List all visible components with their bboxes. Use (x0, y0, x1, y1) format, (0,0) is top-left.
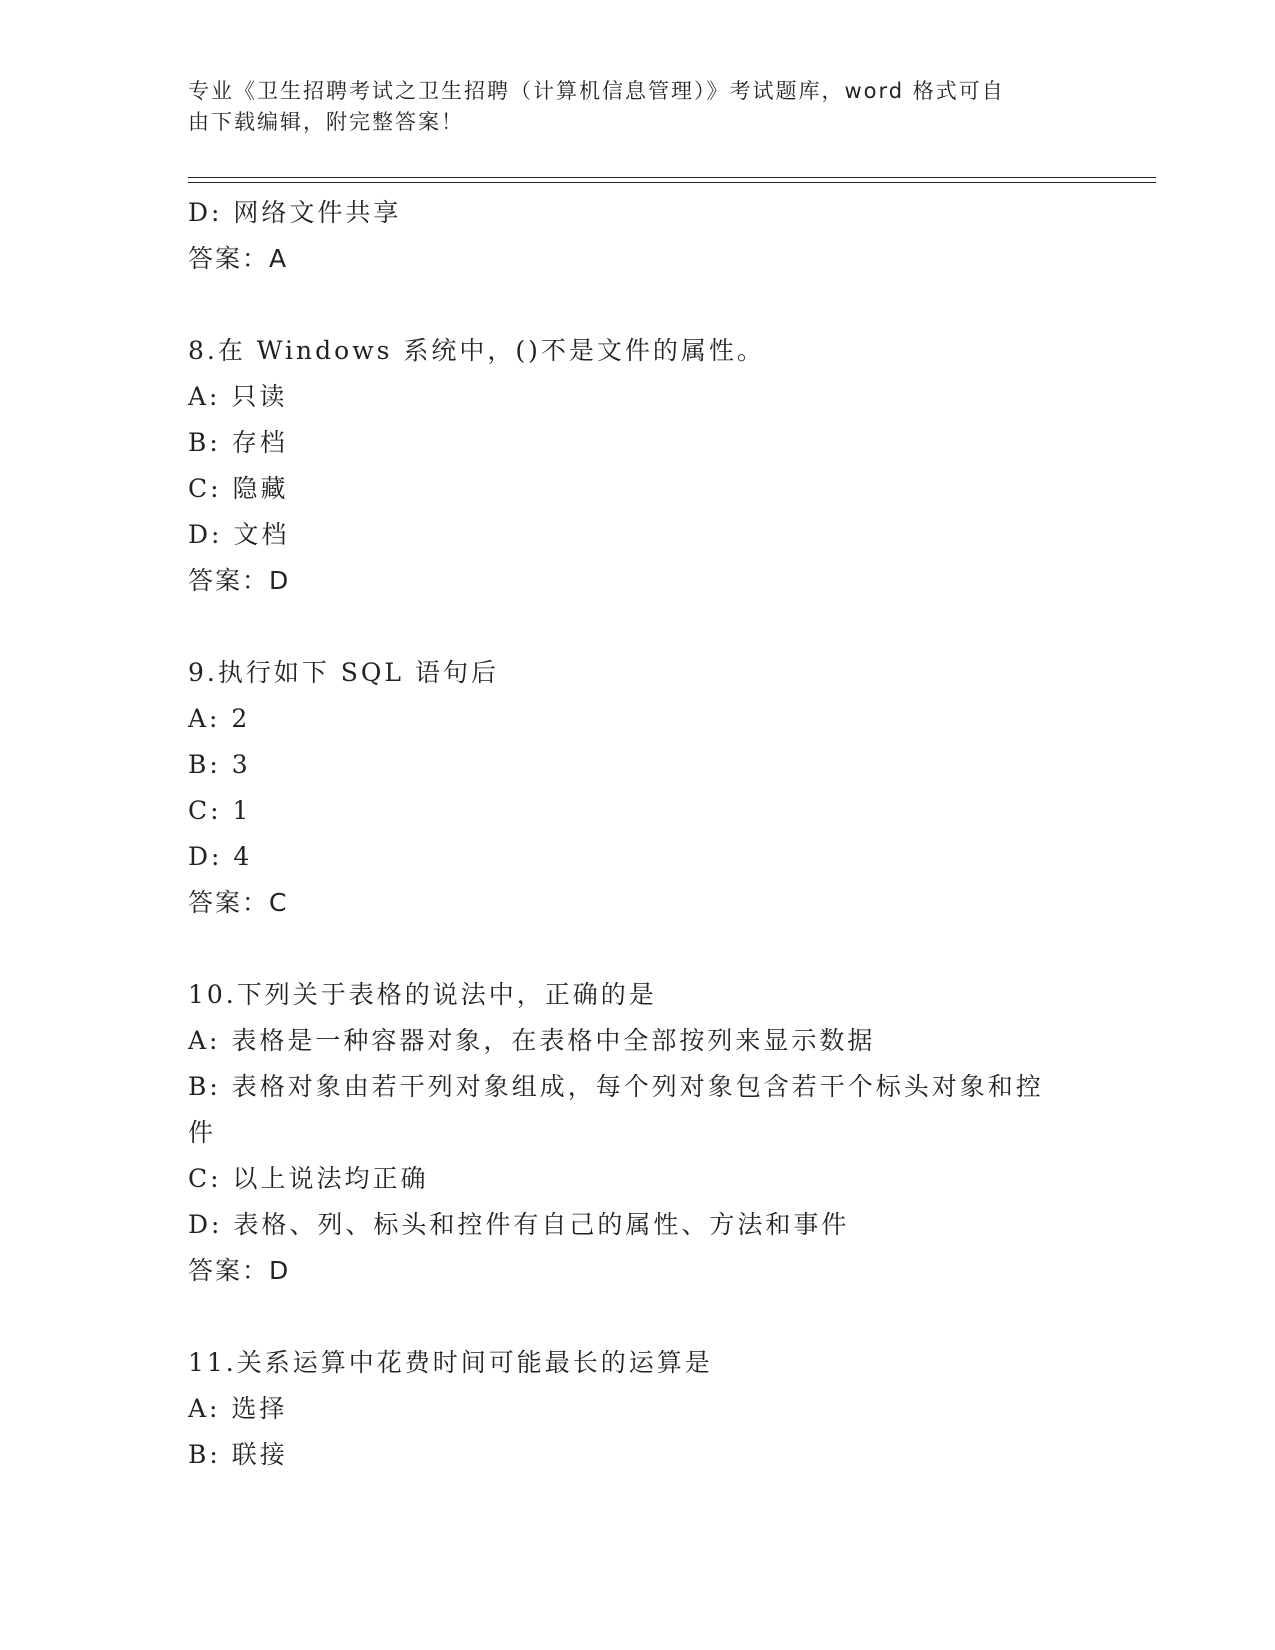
answer-line: 答案：C (188, 888, 289, 917)
spacer (188, 282, 1088, 328)
question-text: 11.关系运算中花费时间可能最长的运算是 (188, 1348, 713, 1377)
option-b: B: 3 (188, 750, 251, 779)
option-b: B: 联接 (188, 1440, 288, 1469)
question-text: 9.执行如下 SQL 语句后 (188, 658, 499, 687)
question-block-7 (188, 190, 1088, 282)
option-c: C: 1 (188, 796, 252, 825)
answer-line: 答案：A (188, 244, 289, 273)
question-block-10 (188, 972, 1088, 1294)
option-c: C: 隐藏 (188, 474, 289, 503)
spacer (188, 926, 1088, 972)
option-a: A: 只读 (188, 382, 288, 411)
header-divider-top (188, 177, 1156, 178)
option-b: B: 存档 (188, 428, 288, 457)
document-header (188, 76, 1088, 138)
header-line-1: 专业《卫生招聘考试之卫生招聘（计算机信息管理）》考试题库，word 格式可自 (188, 79, 1005, 103)
header-line-2: 由下载编辑，附完整答案！ (188, 110, 464, 134)
option-d: D: 4 (188, 842, 253, 871)
header-divider-bottom (188, 182, 1156, 183)
question-block-8 (188, 328, 1088, 604)
question-block-9 (188, 650, 1088, 926)
option-c: C: 以上说法均正确 (188, 1164, 429, 1193)
answer-line: 答案：D (188, 566, 291, 595)
option-d: D: 文档 (188, 520, 290, 549)
question-block-11 (188, 1340, 1088, 1478)
option-d: D: 表格、列、标头和控件有自己的属性、方法和事件 (188, 1210, 850, 1239)
option-b-line-2: 件 (188, 1118, 217, 1147)
option-a: A: 表格是一种容器对象，在表格中全部按列来显示数据 (188, 1026, 876, 1055)
spacer (188, 604, 1088, 650)
option-d: D: 网络文件共享 (188, 198, 402, 227)
question-list (188, 190, 1088, 1478)
option-b-line-1: B: 表格对象由若干列对象组成，每个列对象包含若干个标头对象和控 (188, 1072, 1044, 1101)
answer-line: 答案：D (188, 1256, 291, 1285)
question-text: 8.在 Windows 系统中，()不是文件的属性。 (188, 336, 765, 365)
option-a: A: 选择 (188, 1394, 288, 1423)
spacer (188, 1294, 1088, 1340)
option-a: A: 2 (188, 704, 251, 733)
question-text: 10.下列关于表格的说法中，正确的是 (188, 980, 657, 1009)
